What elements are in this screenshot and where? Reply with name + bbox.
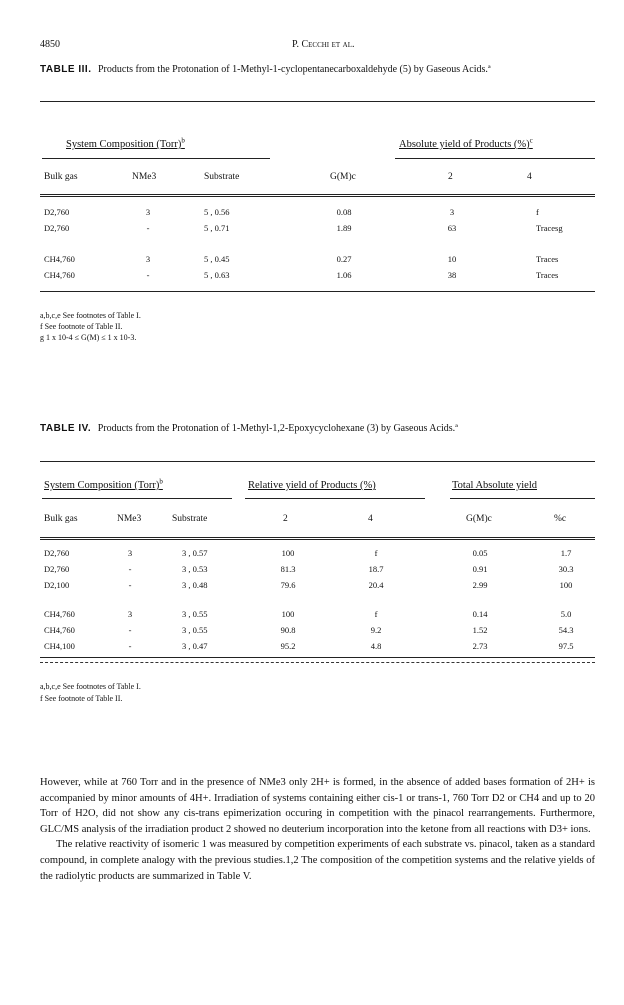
table-cell: 2.99 bbox=[472, 580, 488, 590]
table3-top-rule bbox=[40, 101, 595, 102]
table-cell: - bbox=[128, 564, 132, 574]
table4-top-rule bbox=[40, 461, 595, 462]
table-cell: Traces bbox=[536, 254, 559, 264]
table-cell: Traces bbox=[536, 270, 559, 280]
table-cell: - bbox=[146, 223, 150, 233]
table-cell: 100 bbox=[559, 580, 573, 590]
table-cell: 3 , 0.55 bbox=[182, 625, 208, 635]
table4-group-total-rule bbox=[450, 498, 595, 499]
table4-col-gm: G(M)c bbox=[466, 514, 492, 524]
table-cell: 97.5 bbox=[558, 641, 574, 651]
table-cell: 0.27 bbox=[336, 254, 352, 264]
table3-col-2: 2 bbox=[448, 172, 453, 182]
table4-col-percent: %c bbox=[554, 514, 567, 524]
table3-footnote: f See footnote of Table II. bbox=[40, 322, 123, 331]
table4-group-relative: Relative yield of Products (%) bbox=[248, 480, 376, 491]
table4-header-rule bbox=[40, 537, 595, 540]
table3-bottom-rule bbox=[40, 291, 595, 292]
table-cell: 1.7 bbox=[560, 548, 572, 558]
table3-caption bbox=[40, 64, 595, 76]
table-cell: 81.3 bbox=[280, 564, 296, 574]
body-text bbox=[40, 775, 595, 884]
table-cell: 5.0 bbox=[560, 609, 572, 619]
table-cell: 20.4 bbox=[368, 580, 384, 590]
table3-label: TABLE III. bbox=[40, 64, 92, 75]
table-cell: CH4,760 bbox=[44, 625, 75, 635]
table3-footnote: g 1 x 10-4 ≤ G(M) ≤ 1 x 10-3. bbox=[40, 333, 137, 342]
table4-col-nme3: NMe3 bbox=[117, 514, 142, 524]
table-cell: D2,760 bbox=[44, 548, 70, 558]
table-cell: 3 , 0.57 bbox=[182, 548, 208, 558]
table3-group-yield: Absolute yield of Products (%)$^c$ bbox=[399, 136, 533, 150]
table3-group-system-rule bbox=[42, 158, 270, 159]
table4-col-2: 2 bbox=[283, 514, 288, 524]
table-cell: 3 , 0.48 bbox=[182, 580, 208, 590]
table-cell: 54.3 bbox=[558, 625, 574, 635]
table-cell: 9.2 bbox=[370, 625, 382, 635]
table-cell: 100 bbox=[281, 609, 295, 619]
table4-caption bbox=[40, 423, 595, 435]
table3-group-yield-rule bbox=[395, 158, 595, 159]
table3-footnote: a,b,c,e See footnotes of Table I. bbox=[40, 311, 141, 320]
body-paragraph: However, while at 760 Torr and in the presence of NMe3 only 2H+ is formed, in the absence of added bases formation of 2H+ is accompanied by minor amounts of 4H+. Irradiation of systems containing either cis-1 or trans-1, 760 Torr D2 or CH4 and up to 20 Torr of H2O, did not show any cis-trans epimerization occuring in competition with the pinacol rearrangements. Furthermore, GLC/MS analysis of the irradiation product 2 showed no deuterium incorporation into the ketone from all reactions with D3+ ions. bbox=[40, 777, 595, 835]
table3-col-nme3: NMe3 bbox=[132, 172, 157, 182]
table4-group-system: System Composition (Torr)$^b$ bbox=[44, 477, 163, 491]
table-cell: 5 , 0.45 bbox=[204, 254, 230, 264]
table4-col-4: 4 bbox=[368, 514, 373, 524]
table-cell: 3 bbox=[127, 609, 133, 619]
table-cell: 3 bbox=[145, 207, 151, 217]
table4-dashed-rule bbox=[40, 662, 595, 663]
table-cell: 79.6 bbox=[280, 580, 296, 590]
table-cell: D2,760 bbox=[44, 207, 70, 217]
table3-header-rule bbox=[40, 194, 595, 197]
table-cell: CH4,760 bbox=[44, 609, 75, 619]
table-cell: D2,760 bbox=[44, 564, 70, 574]
table-cell: CH4,100 bbox=[44, 641, 75, 651]
table-cell: 0.08 bbox=[336, 207, 352, 217]
table-cell: CH4,760 bbox=[44, 254, 75, 264]
table-cell: CH4,760 bbox=[44, 270, 75, 280]
table-cell: 1.89 bbox=[336, 223, 352, 233]
running-title: P. Cecchi et al. bbox=[292, 39, 355, 50]
table-cell: 95.2 bbox=[280, 641, 296, 651]
table-cell: - bbox=[128, 625, 132, 635]
table-cell: D2,100 bbox=[44, 580, 70, 590]
table-cell: 30.3 bbox=[558, 564, 574, 574]
table3-col-4: 4 bbox=[527, 172, 532, 182]
page-number: 4850 bbox=[40, 39, 60, 50]
table4-footnote: a,b,c,e See footnotes of Table I. bbox=[40, 682, 141, 691]
table-cell: 5 , 0.56 bbox=[204, 207, 230, 217]
table-cell: 63 bbox=[447, 223, 457, 233]
table-cell: 10 bbox=[447, 254, 457, 264]
table-cell: - bbox=[128, 641, 132, 651]
table4-group-relative-rule bbox=[245, 498, 425, 499]
table4-col-substrate: Substrate bbox=[172, 514, 208, 524]
table-cell: 38 bbox=[447, 270, 457, 280]
table4-bottom-rule bbox=[40, 657, 595, 658]
table4-label: TABLE IV. bbox=[40, 423, 92, 434]
table3-col-gm: G(M)c bbox=[330, 172, 356, 182]
table4-footnote: f See footnote of Table II. bbox=[40, 694, 123, 703]
table-cell: D2,760 bbox=[44, 223, 70, 233]
table-cell: 1.52 bbox=[472, 625, 488, 635]
table-cell: - bbox=[128, 580, 132, 590]
table-cell: 3 , 0.47 bbox=[182, 641, 208, 651]
table4-title: Products from the Protonation of 1-Methyl-1,2-Epoxycyclohexane (3) by Gaseous Acids.ª bbox=[97, 423, 458, 434]
table-cell: 3 , 0.53 bbox=[182, 564, 208, 574]
table3-title: Products from the Protonation of 1-Methyl-1-cyclopentanecarboxaldehyde (5) by Gaseous Acids.ª bbox=[97, 64, 491, 75]
table-cell: - bbox=[146, 270, 150, 280]
table-cell: 3 , 0.55 bbox=[182, 609, 208, 619]
table-cell: 18.7 bbox=[368, 564, 384, 574]
table3-col-substrate: Substrate bbox=[204, 172, 240, 182]
table-cell: 3 bbox=[127, 548, 133, 558]
table-cell: 1.06 bbox=[336, 270, 352, 280]
table-cell: 3 bbox=[145, 254, 151, 264]
table-cell: 0.14 bbox=[472, 609, 488, 619]
table-cell: 5 , 0.71 bbox=[204, 223, 230, 233]
table4-col-bulk-gas: Bulk gas bbox=[44, 514, 78, 524]
body-paragraph: The relative reactivity of isomeric 1 was measured by competition experiments of each substrate vs. pinacol, taken as a standard compound, in complete analogy with the previous studies.1,2 The composition of the competition systems and the relative yields of the radiolytic products are summarized in Table V. bbox=[40, 839, 595, 882]
table-cell: 4.8 bbox=[370, 641, 382, 651]
table-cell: 2.73 bbox=[472, 641, 488, 651]
table4-group-total: Total Absolute yield bbox=[452, 480, 538, 491]
table-cell: 5 , 0.63 bbox=[204, 270, 230, 280]
table-cell: f bbox=[536, 207, 539, 217]
table-cell: f bbox=[374, 609, 378, 619]
table-cell: 90.8 bbox=[280, 625, 296, 635]
table3-group-system: System Composition (Torr)$^b$ bbox=[66, 136, 185, 150]
table-cell: 0.05 bbox=[472, 548, 488, 558]
table-cell: Tracesg bbox=[536, 223, 563, 233]
table4-group-system-rule bbox=[42, 498, 232, 499]
table-cell: 0.91 bbox=[472, 564, 488, 574]
table-cell: 3 bbox=[449, 207, 455, 217]
table-cell: 100 bbox=[281, 548, 295, 558]
table-cell: f bbox=[374, 548, 378, 558]
table3-col-bulk-gas: Bulk gas bbox=[44, 172, 78, 182]
